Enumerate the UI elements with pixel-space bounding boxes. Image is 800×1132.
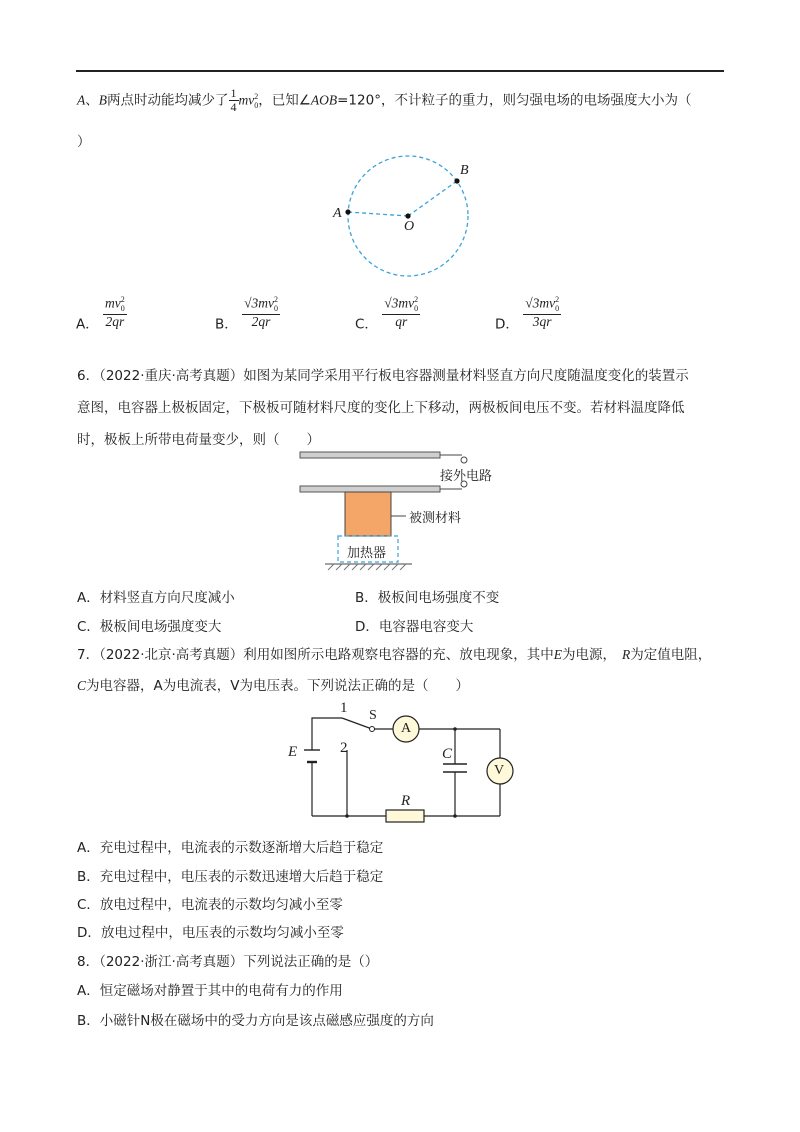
q5-option-d[interactable] xyxy=(495,296,561,336)
circuit-label-1: 1 xyxy=(340,700,348,716)
q6-line-1: 6．（2022·重庆·高考真题）如图为某同学采用平行板电容器测量材料竖直方向尺度随温度变化的装置示 xyxy=(77,368,689,384)
q6-line-3: 时，极板上所带电荷量变少，则（ ） xyxy=(77,432,320,448)
frac-num: 3mv xyxy=(532,295,556,311)
resistor xyxy=(386,810,424,822)
circuit-label-c: C xyxy=(442,746,453,762)
q5-option-a[interactable] xyxy=(76,296,127,336)
q7-option-a[interactable]: A．充电过程中，电流表的示数逐渐增大后趋于稳定 xyxy=(77,840,384,856)
q7-symbol-e: E xyxy=(553,647,563,662)
point-b-dot xyxy=(454,178,459,183)
q7-circuit-figure xyxy=(280,698,520,826)
sqrt-sign: √ xyxy=(244,295,252,311)
frac-den: 2qr xyxy=(251,313,271,329)
switch-blade xyxy=(342,718,372,729)
q6-option-d[interactable]: D．电容器电容变大 xyxy=(355,619,474,635)
q5-intro-pre: 两点时动能均减少了 xyxy=(107,92,229,109)
q5-quarter-fraction xyxy=(229,87,239,113)
fig-label-o: O xyxy=(404,219,415,234)
option-fraction: $\frac{√3mv_0^2}{2qr}$ xyxy=(244,295,278,329)
label-external-circuit: 接外电路 xyxy=(440,469,493,484)
frac-den: 3qr xyxy=(532,313,552,329)
q7-line1-pre: 7．（2022·北京·高考真题）利用如图所示电路观察电容器的充、放电现象，其中 xyxy=(77,647,554,663)
frac-num: mv xyxy=(105,295,121,311)
option-fraction: $\frac{mv_0^2}{2qr}$ xyxy=(105,295,125,329)
q7-option-b[interactable]: B．充电过程中，电压表的示数迅速增大后趋于稳定 xyxy=(77,869,384,885)
q6-option-a[interactable]: A．材料竖直方向尺度减小 xyxy=(77,590,235,606)
label-heater: 加热器 xyxy=(347,546,387,561)
q8-option-b[interactable]: B．小磁针N极在磁场中的受力方向是该点磁感应强度的方向 xyxy=(77,1013,434,1029)
radius-oa xyxy=(348,212,408,216)
q5-angle: AOB xyxy=(310,92,338,108)
q7-symbol-r: R xyxy=(622,647,631,662)
junction-bottom-left xyxy=(345,814,349,818)
point-o-dot xyxy=(405,213,410,218)
q7-line1-post: 为定值电阻， xyxy=(630,647,712,663)
sqrt-sign: √ xyxy=(384,295,392,311)
frac-den: 2qr xyxy=(105,313,125,329)
q7-line-1 xyxy=(77,643,711,663)
q8-line-1: 8．（2022·浙江·高考真题）下列说法正确的是（） xyxy=(77,954,379,970)
fig-label-b: B xyxy=(460,163,469,178)
upper-plate xyxy=(300,452,440,458)
option-label: D． xyxy=(495,316,519,333)
wire-top-left xyxy=(312,718,342,750)
q6-option-b[interactable]: B．极板间电场强度不变 xyxy=(355,590,500,606)
junction-bottom-cap xyxy=(453,814,457,818)
q7-symbol-c: C xyxy=(77,678,87,693)
circuit-label-s: S xyxy=(369,708,377,723)
q7-option-d[interactable]: D．放电过程中，电压表的示数均匀减小至零 xyxy=(77,925,344,941)
sqrt-sign: √ xyxy=(525,295,533,311)
ammeter-label: A xyxy=(401,721,412,736)
q7-line2-text: 为电容器，A为电流表，V为电压表。下列说法正确的是（ ） xyxy=(86,678,469,694)
frac-num: 1 xyxy=(230,86,237,101)
q5-angle-val: =120°，不计粒子的重力，则匀强电场的电场强度大小为（ xyxy=(337,92,692,109)
circuit-label-e: E xyxy=(288,744,298,760)
q5-intro-post: ，已知∠ xyxy=(258,92,311,109)
radius-ob xyxy=(408,181,457,216)
circuit-label-2: 2 xyxy=(340,740,348,756)
q6-option-c[interactable]: C．极板间电场强度变大 xyxy=(77,619,222,635)
label-material: 被测材料 xyxy=(409,511,462,526)
q7-line1-mid: 为电源， xyxy=(562,647,617,663)
frac-den: 4 xyxy=(230,100,237,114)
frac-den: qr xyxy=(395,313,408,329)
option-fraction: $\frac{√3mv_0^2}{qr}$ xyxy=(384,295,419,329)
option-label: A． xyxy=(76,316,99,333)
q5-close-paren: ） xyxy=(77,134,91,150)
voltmeter-label: V xyxy=(494,763,505,778)
upper-terminal xyxy=(461,457,467,463)
fig-label-a: A xyxy=(333,206,342,221)
q6-line-2: 意图，电容器上极板固定，下极板可随材料尺度的变化上下移动，两极板间电压不变。若材料温度降低 xyxy=(77,400,685,416)
point-a-dot xyxy=(345,209,350,214)
q5-mv: mv xyxy=(238,92,255,108)
q5-point-a: A xyxy=(77,92,86,108)
q5-point-b: B xyxy=(98,92,107,108)
option-label: C． xyxy=(355,316,378,333)
lower-plate xyxy=(300,486,440,492)
q5-option-b[interactable] xyxy=(215,296,280,336)
ground-hatching xyxy=(328,564,406,570)
q7-line-2 xyxy=(77,674,469,694)
frac-num: 3mv xyxy=(251,295,274,311)
option-fraction: $\frac{√3mv_0^2}{3qr}$ xyxy=(525,295,560,329)
q5-intro-line: A、B两点时动能均减少了 $\frac{1}{4}$ $mv_0^2$，已知∠AOB=120°，不计粒子的重力，则匀强电场的电场强度大小为（ xyxy=(77,86,692,114)
q7-option-c[interactable]: C．放电过程中，电流表的示数均匀减小至零 xyxy=(77,897,343,913)
header-rule xyxy=(76,70,724,72)
material-block xyxy=(345,492,391,536)
junction-top-cap xyxy=(453,727,457,731)
frac-num: 3mv xyxy=(391,295,415,311)
q8-option-a[interactable]: A．恒定磁场对静置于其中的电荷有力的作用 xyxy=(77,983,343,999)
switch-contact xyxy=(370,727,375,732)
q5-comma: 、 xyxy=(85,92,99,109)
q5-option-c[interactable] xyxy=(355,296,420,336)
circuit-label-r: R xyxy=(401,793,411,809)
option-label: B． xyxy=(215,316,238,333)
